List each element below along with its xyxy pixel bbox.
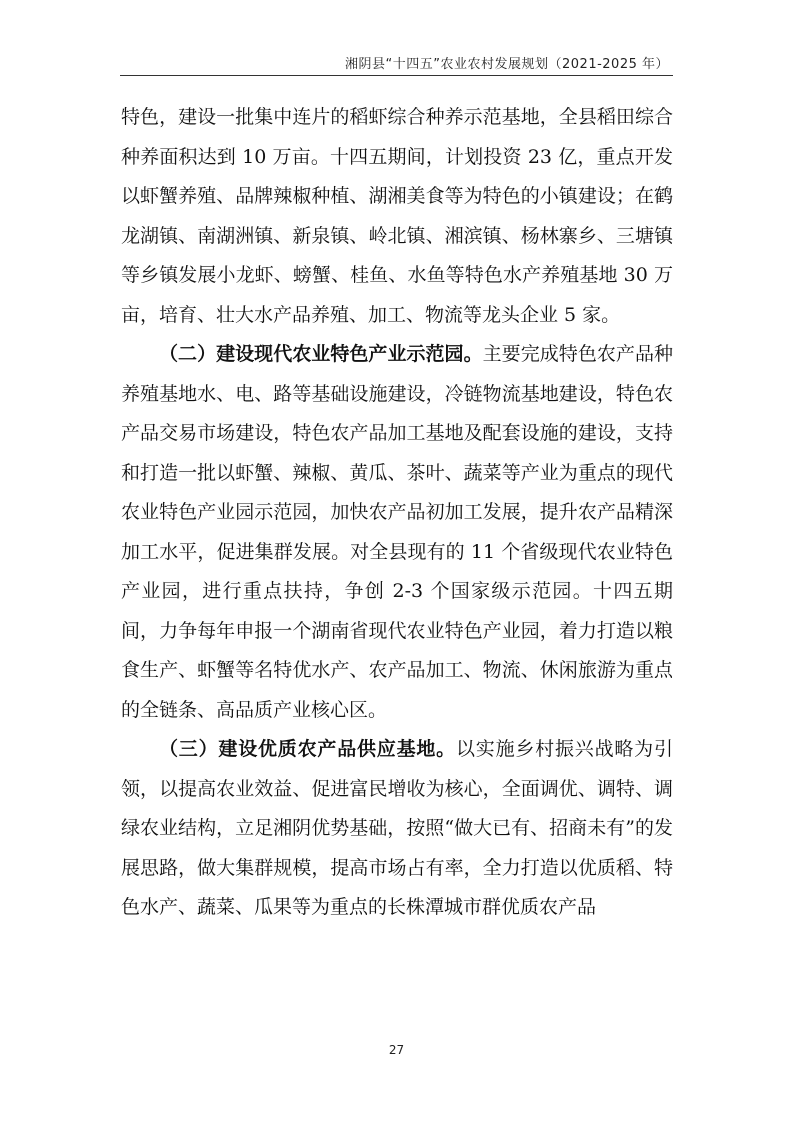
running-header: 湘阴县“十四五”农业农村发展规划（2021-2025 年）: [345, 57, 669, 72]
page-number: 27: [388, 1043, 405, 1057]
section-heading: （二）建设现代农业特色产业示范园。: [159, 343, 483, 365]
paragraph-text: 特色，建设一批集中连片的稻虾综合种养示范基地，全县稻田综合种养面积达到 10 万亩。十四五期间，计划投资 23 亿，重点开发以虾蟹养殖、品牌辣椒种植、湖湘美食等为特色的小镇建设；在鹤龙湖镇、南湖洲镇、新泉镇、岭北镇、湘滨镇、杨林寨乡、三塘镇等乡镇发展小龙虾、螃蟹、桂鱼、水鱼等特色水产养殖基地 30 万亩，培育、壮大水产品养殖、加工、物流等龙头企业 5 家。: [121, 106, 673, 326]
paragraph-section-3: [121, 730, 673, 928]
section-heading: （三）建设优质农产品供应基地。: [159, 738, 456, 760]
header-divider: [120, 75, 673, 76]
paragraph-section-2: [121, 335, 673, 730]
paragraph-text: 以实施乡村振兴战略为引领，以提高农业效益、促进富民增收为核心，全面调优、调特、调绿农业结构，立足湘阴优势基础，按照“做大已有、招商未有”的发展思路，做大集群规模，提高市场占有率，全力打造以优质稻、特色水产、蔬菜、瓜果等为重点的长株潭城市群优质农产品: [121, 738, 673, 918]
document-body: [121, 98, 673, 928]
paragraph-continuation: [121, 98, 673, 335]
paragraph-text: 主要完成特色农产品种养殖基地水、电、路等基础设施建设，冷链物流基地建设，特色农产品交易市场建设，特色农产品加工基地及配套设施的建设，支持和打造一批以虾蟹、辣椒、黄瓜、茶叶、蔬菜等产业为重点的现代农业特色产业园示范园，加快农产品初加工发展，提升农产品精深加工水平，促进集群发展。对全县现有的 11 个省级现代农业特色产业园，进行重点扶持，争创 2-3 个国家级示范园。十四五期间，力争每年申报一个湖南省现代农业特色产业园，着力打造以粮食生产、虾蟹等名特优水产、农产品加工、物流、休闲旅游为重点的全链条、高品质产业核心区。: [121, 343, 673, 721]
